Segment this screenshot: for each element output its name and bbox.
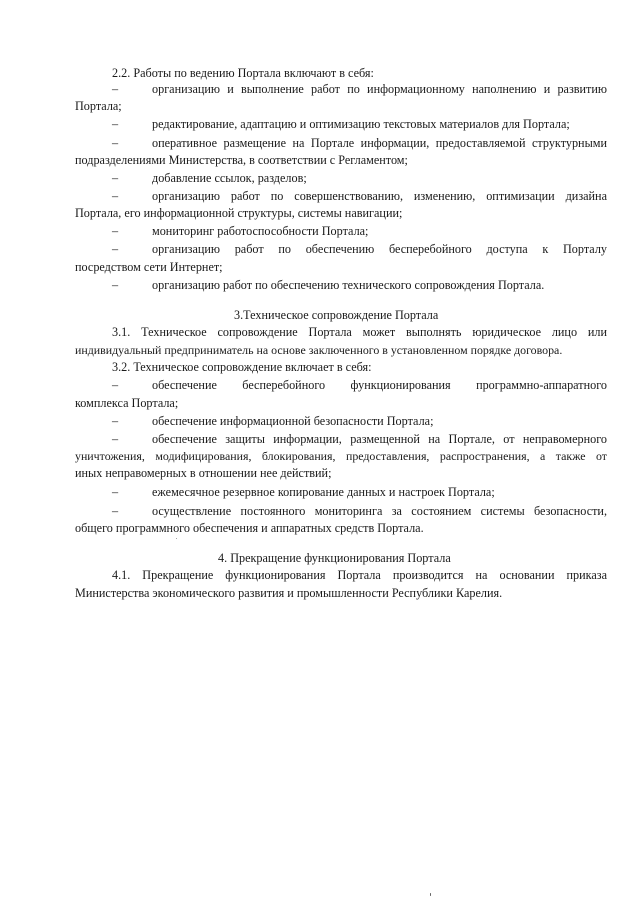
section-2-2-intro: 2.2. Работы по ведению Портала включают в себя: (112, 66, 374, 80)
list-item-continuation: посредством сети Интернет; (75, 260, 223, 274)
list-item-continuation: Портала; (75, 99, 122, 113)
list-bullet: – (112, 242, 119, 256)
list-bullet: – (112, 189, 119, 203)
list-item-continuation: уничтожения, модифицирования, блокирования, предоставления, распространения, а также от (75, 449, 607, 463)
list-bullet: – (112, 136, 119, 150)
list-item-continuation: иных неправомерных в отношении нее действий; (75, 466, 332, 480)
list-bullet: – (112, 224, 119, 238)
list-item-continuation: подразделениями Министерства, в соответствии с Регламентом; (75, 153, 408, 167)
section-4-heading: 4. Прекращение функционирования Портала (218, 551, 451, 565)
list-item-text: организацию работ по обеспечению бесперебойного доступа к Порталу (152, 242, 607, 256)
list-bullet: – (112, 432, 119, 446)
list-item-text: редактирование, адаптацию и оптимизацию текстовых материалов для Портала; (152, 117, 570, 131)
list-item-text: организацию и выполнение работ по информационному наполнению и развитию (152, 82, 607, 96)
list-bullet: – (112, 504, 119, 518)
scan-speck (176, 538, 177, 539)
list-item-continuation: Портала, его информационной структуры, системы навигации; (75, 206, 403, 220)
list-item-text: организацию работ по совершенствованию, изменению, оптимизации дизайна (152, 189, 607, 203)
list-item-text: обеспечение защиты информации, размещенной на Портале, от неправомерного (152, 432, 607, 446)
scan-speck (430, 893, 431, 896)
paragraph-3-1-continuation: индивидуальный предприниматель на основе заключенного в установленном порядке договора. (75, 343, 563, 357)
section-3-heading: 3.Техническое сопровождение Портала (234, 308, 439, 322)
list-item-text: мониторинг работоспособности Портала; (152, 224, 369, 238)
list-bullet: – (112, 278, 119, 292)
list-item-text: организацию работ по обеспечению технического сопровождения Портала. (152, 278, 545, 292)
list-item-text: ежемесячное резервное копирование данных и настроек Портала; (152, 485, 495, 499)
list-bullet: – (112, 414, 119, 428)
list-item-text: осуществление постоянного мониторинга за состоянием системы безопасности, (152, 504, 607, 518)
list-item-continuation: общего программного обеспечения и аппаратных средств Портала. (75, 521, 424, 535)
paragraph-3-2: 3.2. Техническое сопровождение включает в себя: (112, 360, 372, 374)
list-item-continuation: комплекса Портала; (75, 396, 179, 410)
paragraph-3-1: 3.1. Техническое сопровождение Портала может выполнять юридическое лицо или (112, 325, 607, 339)
list-bullet: – (112, 117, 119, 131)
list-bullet: – (112, 485, 119, 499)
paragraph-4-1-continuation: Министерства экономического развития и промышленности Республики Карелия. (75, 586, 503, 600)
list-bullet: – (112, 82, 119, 96)
paragraph-4-1: 4.1. Прекращение функционирования Портала производится на основании приказа (112, 568, 607, 582)
list-item-text: добавление ссылок, разделов; (152, 171, 307, 185)
list-item-text: обеспечение информационной безопасности Портала; (152, 414, 434, 428)
list-item-text: обеспечение бесперебойного функционирования программно-аппаратного (152, 378, 607, 392)
list-bullet: – (112, 171, 119, 185)
list-bullet: – (112, 378, 119, 392)
list-item-text: оперативное размещение на Портале информации, предоставляемой структурными (152, 136, 607, 150)
